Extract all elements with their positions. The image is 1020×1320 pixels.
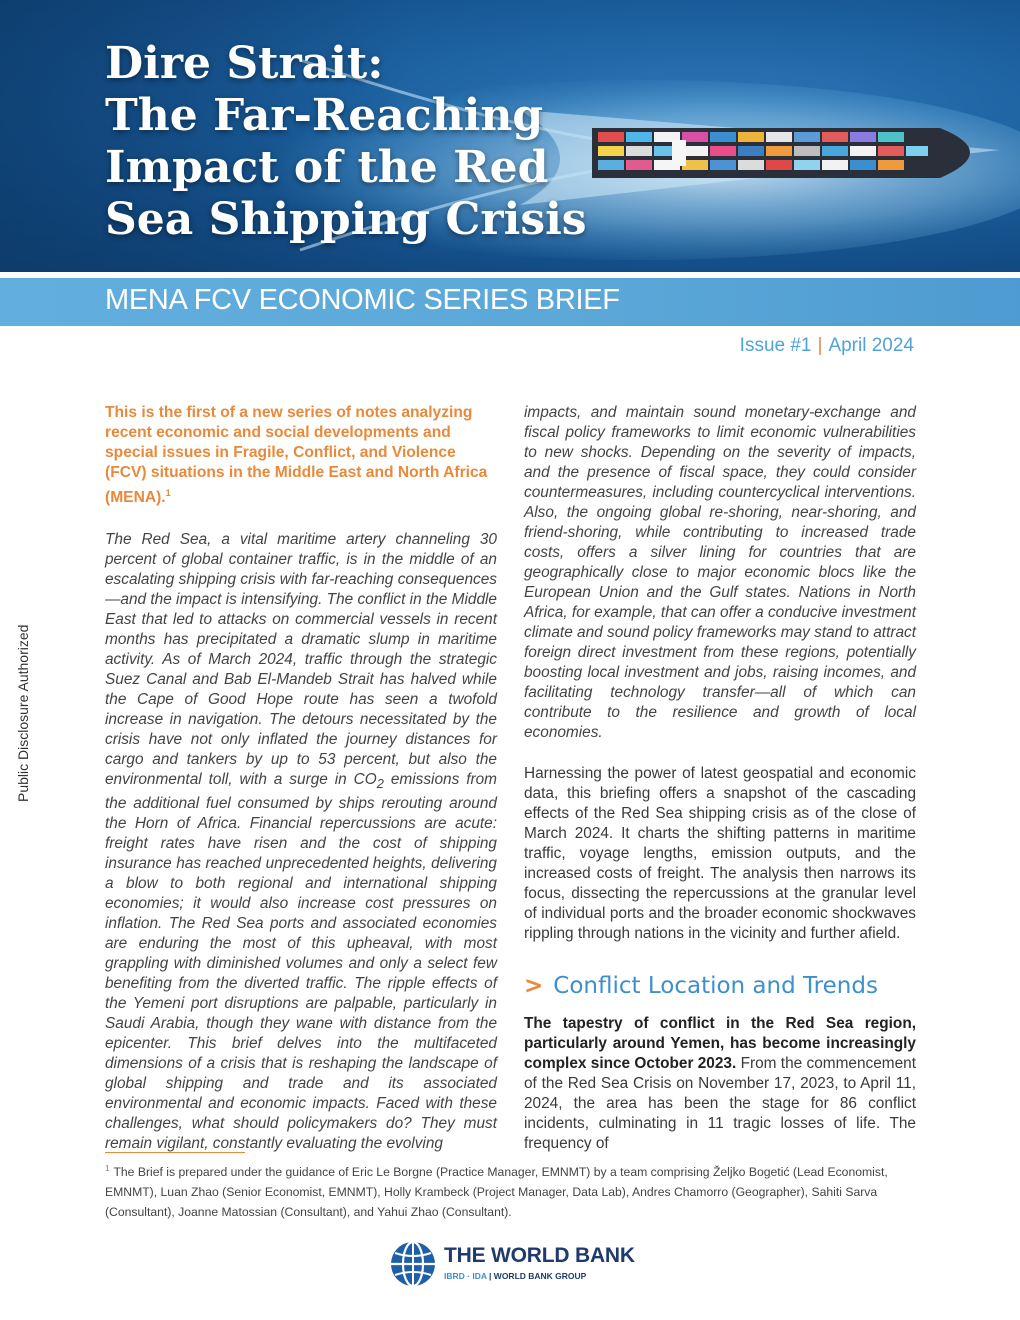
container-rows [598,132,928,170]
world-bank-logo [389,1236,639,1296]
logo-name: THE WORLD BANK [444,1244,635,1267]
disclosure-tag-middle: Public Disclosure Authorized [15,624,31,802]
summary-text-a: The Red Sea, a vital maritime artery channeling 30 percent of global container traffic, is in the middle of an escalating shipping crisis with far-reaching consequences—and the impact is intensifying. The conflict in the Middle East that led to attacks on commercial vessels in recent months has precipitated a dramatic slump in maritime activity. As of March 2024, traffic through the strategic Suez Canal and Bab El-Mandeb Strait has halved while the Cape of Good Hope route has seen a twofold increase in navigation. The detours necessitated by the crisis have not only inflated the journey distances for cargo and tankers by up to 53 percent, but also the environmental toll, with a surge in CO [105,531,497,789]
footnote-marker: 1 [105,1164,110,1173]
title-line: Impact of the Red [105,142,549,193]
right-column [524,403,916,1154]
section-heading [524,973,916,999]
footnote-divider [105,1152,245,1153]
title-line: Sea Shipping Crisis [105,194,587,245]
conflict-lead: The tapestry of conflict in the Red Sea region, particularly around Yemen, has become increasingly complex since October 2023. [524,1015,916,1072]
intro-paragraph [105,403,497,508]
summary-paragraph [105,530,497,1154]
summary-continued: impacts, and maintain sound monetary-exchange and fiscal policy frameworks to limit economic vulnerabilities to new shocks. Depending on the severity of impacts, and the presence of fiscal space, they could consider countermeasures, including countercyclical interventions. Also, the ongoing global re-shoring, near-shoring, and friend-shoring, while contributing to increased trade costs, offers a silver lining for countries that are geographically close to major economic blocs like the European Union and the Gulf states. Nations in North Africa, for example, that can offer a conducive investment climate and sound policy frameworks may stand to attract foreign direct investment from these regions, potentially boosting local investment and jobs, raising incomes, and facilitating technology transfer—all of which can contribute to the resilience and growth of local economies. [524,404,916,741]
harnessing-paragraph: Harnessing the power of latest geospatial and economic data, this briefing offers a snapshot of the cascading effects of the Red Sea shipping crisis as of the close of March 2024. It charts the shifting patterns in maritime traffic, voyage lengths, emission outputs, and the increased costs of freight. The analysis then narrows its focus, dissecting the repercussions at the granular level of individual ports and the broader economic shockwaves rippling through nations in the vicinity and further afield. [524,765,916,942]
issue-number: Issue #1 [739,335,812,356]
chevron-right-icon: > [524,973,544,999]
logo-group: WORLD BANK GROUP [493,1271,587,1281]
title-line: The Far-Reaching [105,90,544,141]
series-band [0,278,1020,326]
logo-subtitle [444,1271,586,1281]
issue-separator: | [817,335,823,356]
issue-line [740,335,914,357]
title-line: Dire Strait: [105,38,384,89]
footnote-text: The Brief is prepared under the guidance of Eric Le Borgne (Practice Manager, EMNMT) by a team comprising Željko Bogetić (Lead Economist, EMNMT), Luan Zhao (Senior Economist, EMNMT), Holly Krambeck (Project Manager, Data Lab), Andres Chamorro (Geographer), Sahiti Sarva (Consultant), Joanne Matossian (Consultant), and Yahui Zhao (Consultant). [105,1165,888,1220]
conflict-paragraph [524,1014,916,1154]
summary-text-b: emissions from the additional fuel consumed by ships rerouting around the Horn of Africa. Financial repercussions are acute: freight rates have risen and the cost of shipping insurance has reached unprecedented heights, delivering a blow to both regional and international shipping economies; it would also increase cost pressures on inflation. The Red Sea ports and associated economies are enduring the most of this upheaval, with most grappling with diminished volumes and only a select few benefiting from the diverted traffic. The ripple effects of the Yemeni port disruptions are palpable, particularly in Saudi Arabia, though they wane with distance from the epicenter. This brief delves into the multifaceted dimensions of a crisis that is reshaping the landscape of global shipping and trade and its associated environmental and economic impacts. Faced with these challenges, what should policymakers do? They must remain vigilant, constantly evaluating the evolving [105,771,497,1153]
issue-date: April 2024 [828,335,914,356]
bridge-superstructure [672,140,686,166]
globe-icon [389,1240,437,1288]
left-column [105,403,497,1154]
logo-ibrd: IBRD · IDA [444,1271,487,1281]
intro-text: This is the first of a new series of notes analyzing recent economic and social developments and special issues in Fragile, Conflict, and Violence (FCV) situations in the Middle East and North Africa (MENA). [105,404,488,507]
hero-banner [0,0,1020,272]
page-title [105,38,587,246]
footnote [105,1159,917,1222]
series-title: MENA FCV ECONOMIC SERIES BRIEF [105,284,620,316]
co2-subscript: 2 [376,776,384,792]
logo-separator: | [489,1271,492,1281]
conflict-text: From the commencement of the Red Sea Crisis on November 17, 2023, to April 11, 2024, the area has been the stage for 86 conflict incidents, culminating in 11 tragic losses of life. The frequency of [524,1055,916,1152]
section-title: Conflict Location and Trends [553,973,878,999]
footnote-ref: 1 [165,488,171,498]
